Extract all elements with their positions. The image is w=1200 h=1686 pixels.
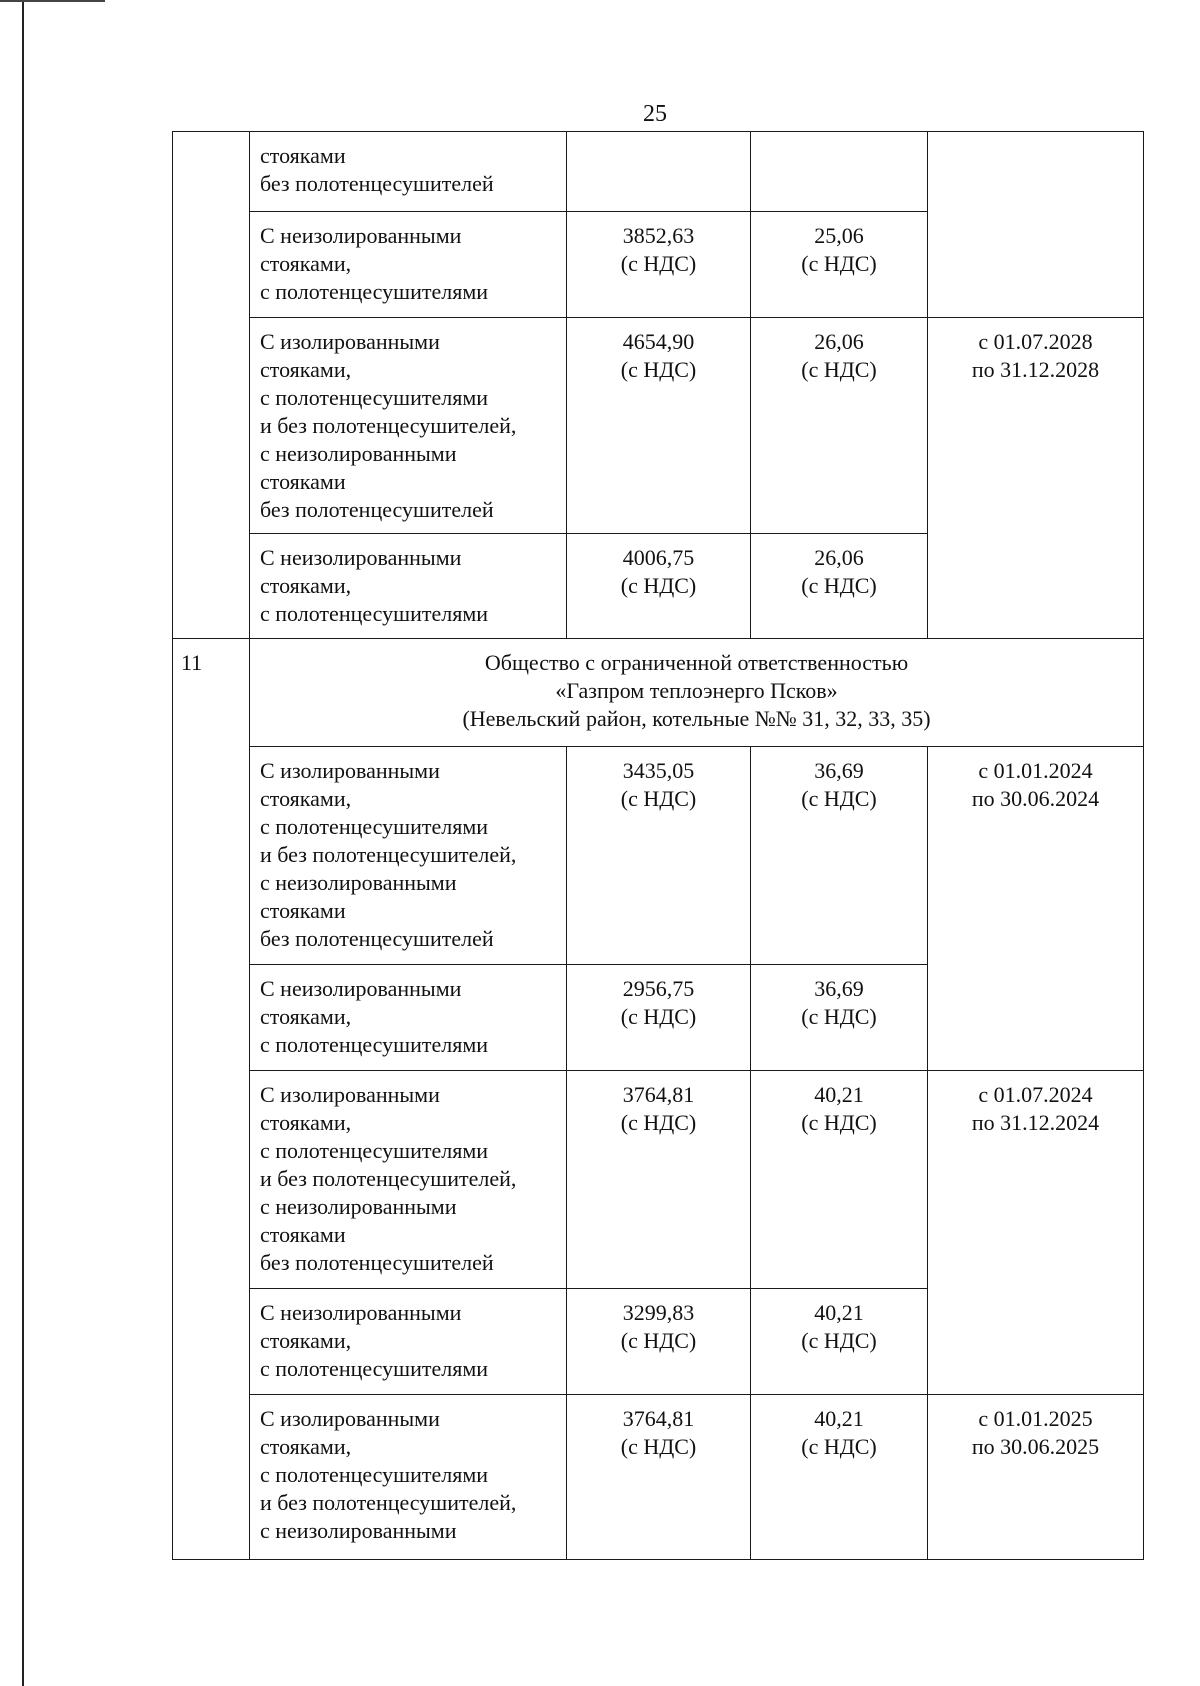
price-cell: 3852,63 (с НДС): [567, 212, 751, 318]
consumption-cell: 36,69 (с НДС): [751, 747, 928, 965]
price-cell: 3764,81 (с НДС): [567, 1071, 751, 1289]
price-cell: 4654,90 (с НДС): [567, 318, 751, 534]
price-cell: 4006,75 (с НДС): [567, 534, 751, 639]
page-number: 25: [643, 101, 667, 127]
table-row: [173, 318, 1144, 534]
description-cell: С изолированными стояками, с полотенцесушителями и без полотенцесушителей, с неизолированными стояками без полотенцесушителей: [250, 318, 567, 534]
consumption-cell: [751, 132, 928, 212]
description-cell: С изолированными стояками, с полотенцесушителями и без полотенцесушителей, с неизолированными: [250, 1395, 567, 1560]
binding-tick: [0, 0, 105, 2]
period-cell: [928, 132, 1144, 318]
period-cell: с 01.07.2028 по 31.12.2028: [928, 318, 1144, 639]
consumption-cell: 25,06 (с НДС): [751, 212, 928, 318]
tariff-table: [172, 131, 1144, 1560]
description-cell: С изолированными стояками, с полотенцесушителями и без полотенцесушителей, с неизолированными стояками без полотенцесушителей: [250, 747, 567, 965]
period-cell: с 01.01.2025 по 30.06.2025: [928, 1395, 1144, 1560]
price-cell: 2956,75 (с НДС): [567, 965, 751, 1071]
table-row: [173, 1395, 1144, 1560]
price-cell: 3299,83 (с НДС): [567, 1289, 751, 1395]
consumption-cell: 40,21 (с НДС): [751, 1071, 928, 1289]
consumption-cell: 36,69 (с НДС): [751, 965, 928, 1071]
table-row: [173, 132, 1144, 212]
consumption-cell: 40,21 (с НДС): [751, 1289, 928, 1395]
organization-row: [173, 639, 1144, 747]
row-number-cell: [173, 132, 250, 639]
table-row: [173, 747, 1144, 965]
description-cell: С неизолированными стояками, с полотенцесушителями: [250, 965, 567, 1071]
table-row: [173, 1071, 1144, 1289]
description-cell: С неизолированными стояками, с полотенцесушителями: [250, 1289, 567, 1395]
description-cell: С изолированными стояками, с полотенцесушителями и без полотенцесушителей, с неизолированными стояками без полотенцесушителей: [250, 1071, 567, 1289]
consumption-cell: 40,21 (с НДС): [751, 1395, 928, 1560]
price-cell: [567, 132, 751, 212]
description-cell: С неизолированными стояками, с полотенцесушителями: [250, 534, 567, 639]
price-cell: 3435,05 (с НДС): [567, 747, 751, 965]
period-cell: с 01.07.2024 по 31.12.2024: [928, 1071, 1144, 1395]
consumption-cell: 26,06 (с НДС): [751, 534, 928, 639]
description-cell: С неизолированными стояками, с полотенцесушителями: [250, 212, 567, 318]
consumption-cell: 26,06 (с НДС): [751, 318, 928, 534]
binding-line: [22, 0, 24, 1686]
period-cell: с 01.01.2024 по 30.06.2024: [928, 747, 1144, 1071]
description-cell: стояками без полотенцесушителей: [250, 132, 567, 212]
row-number-cell: 11: [173, 639, 250, 1560]
organization-name-cell: Общество с ограниченной ответственностью «Газпром теплоэнерго Псков» (Невельский район, котельные №№ 31, 32, 33, 35): [250, 639, 1144, 747]
price-cell: 3764,81 (с НДС): [567, 1395, 751, 1560]
